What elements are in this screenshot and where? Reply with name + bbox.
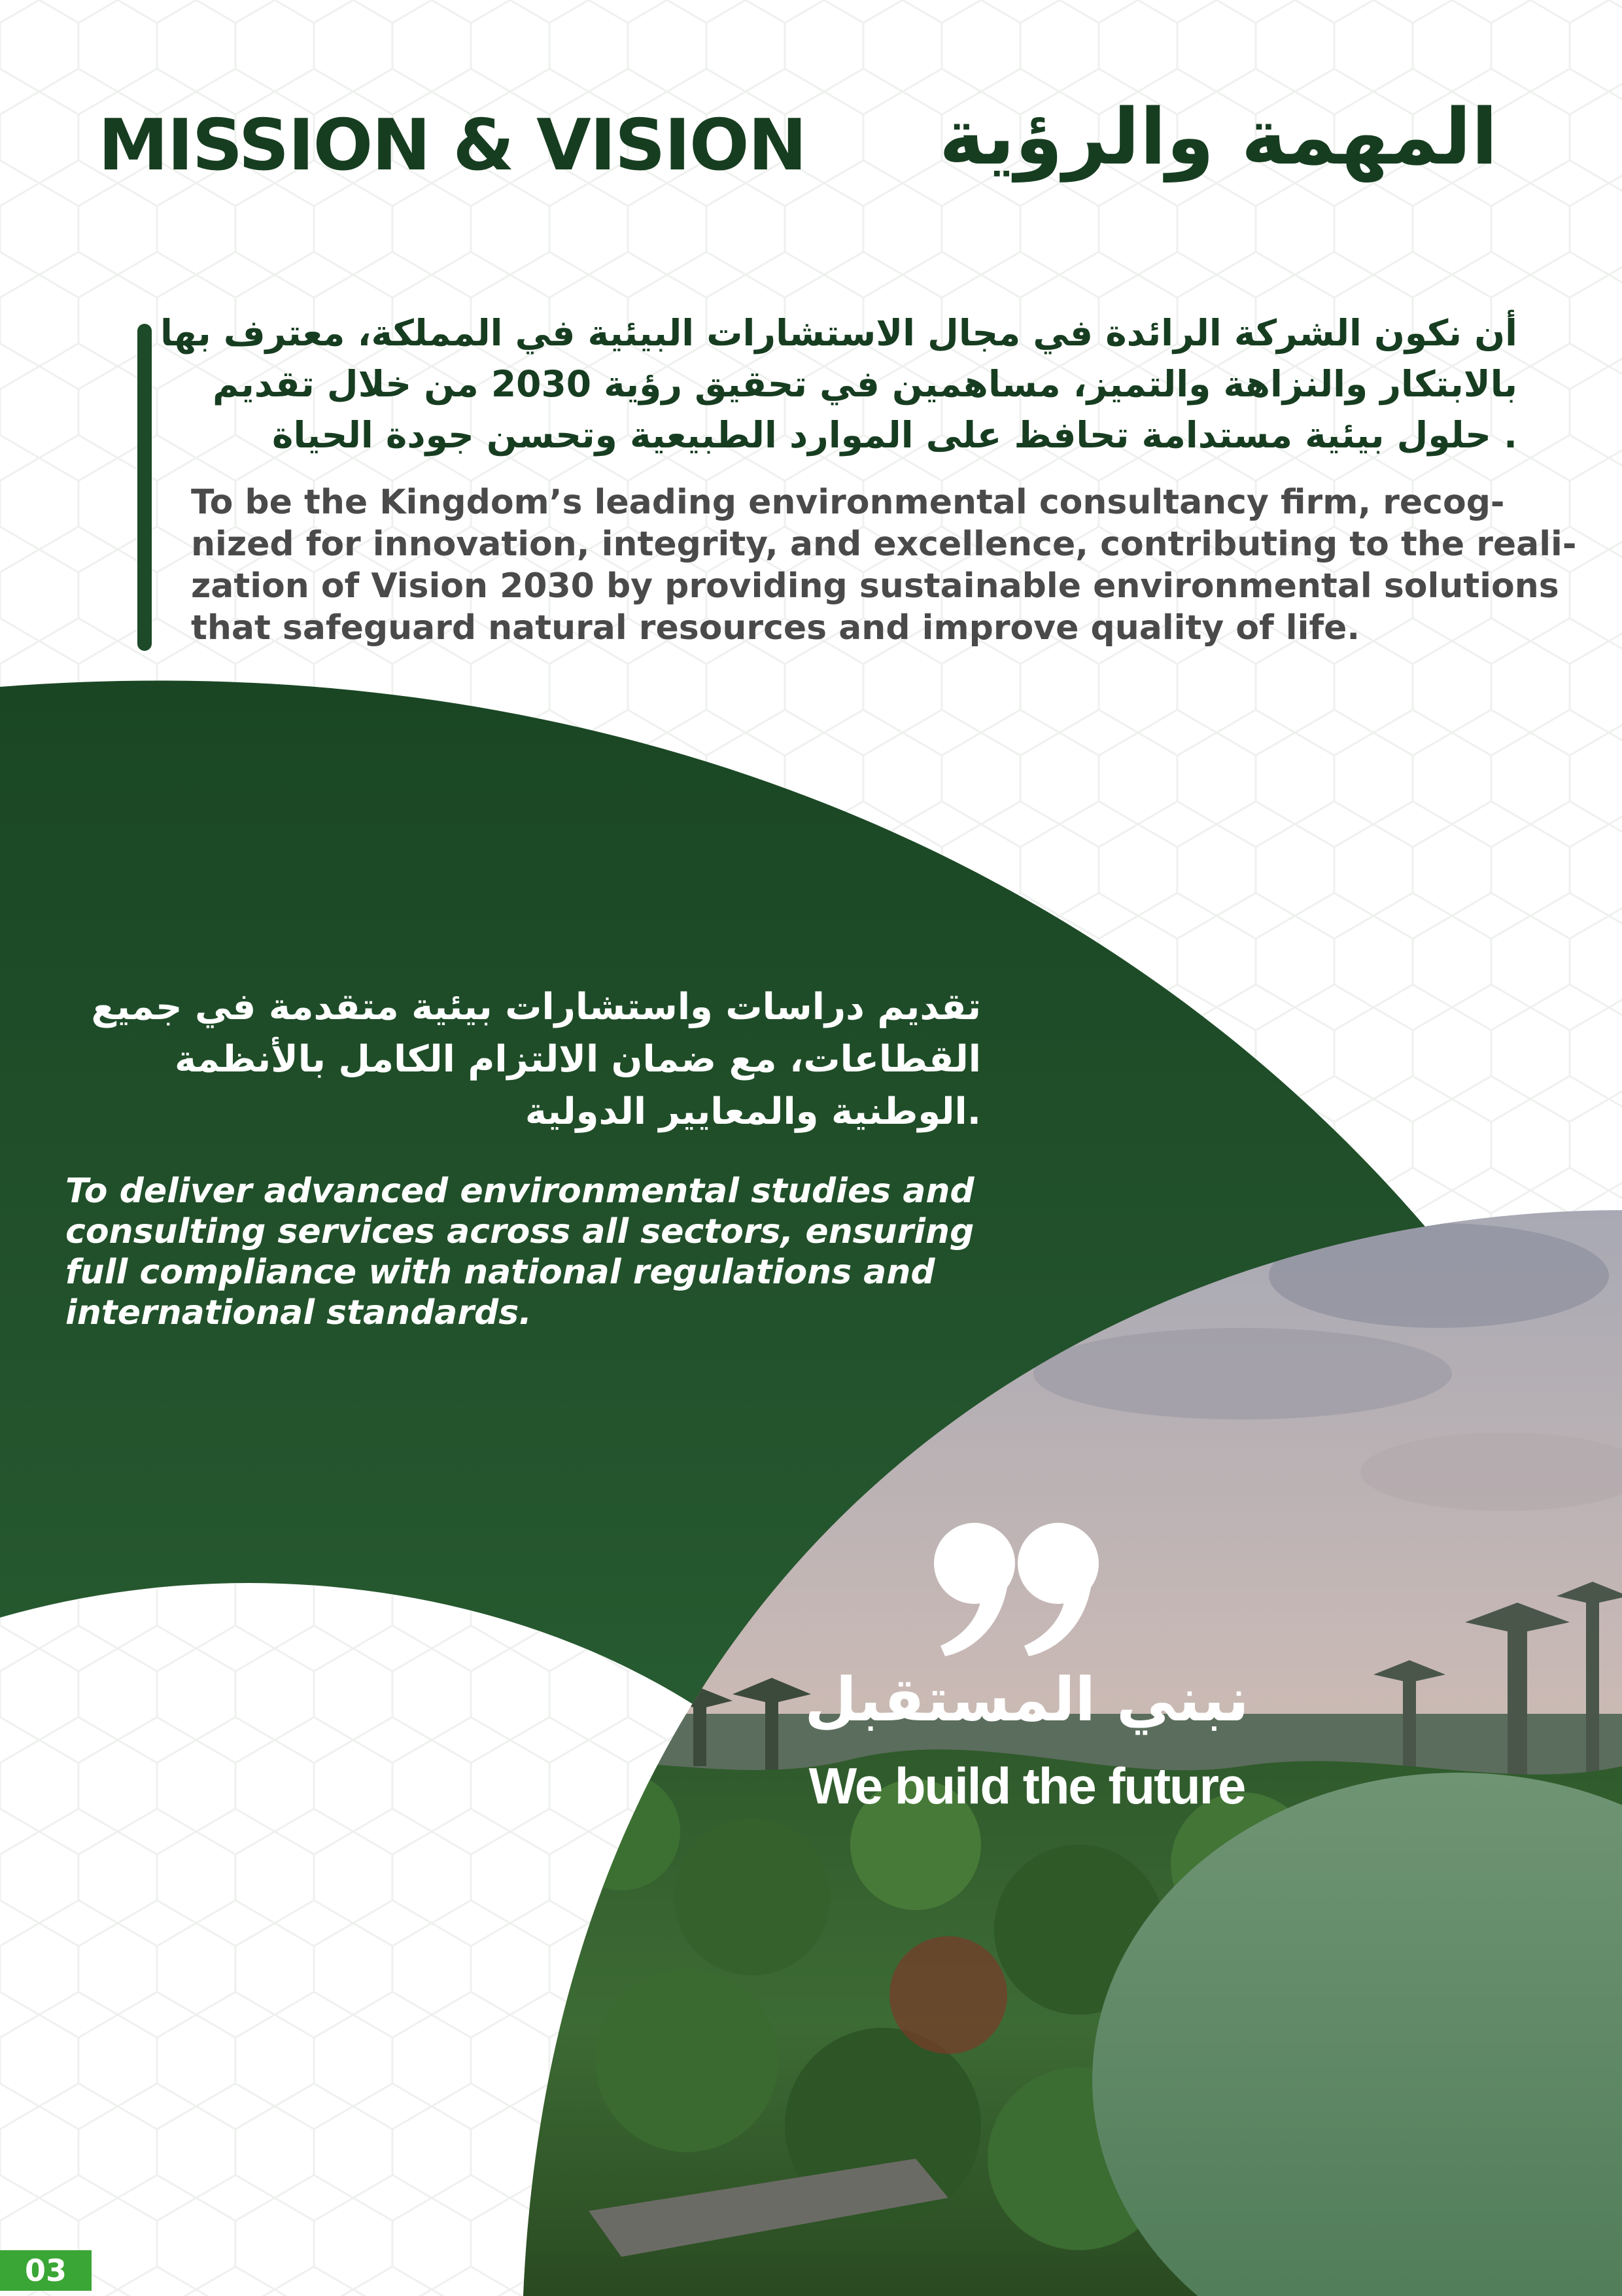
mission-ar-line: القطاعات، مع ضمان الالتزام الكامل بالأنظمة (175, 1038, 981, 1081)
mission-ar-line: تقديم دراسات واستشارات بيئية متقدمة في جميع (91, 986, 981, 1028)
vision-text-english (191, 481, 1577, 649)
quote-mark-icon (929, 1518, 1105, 1661)
vision-ar-line: . حلول بيئية مستدامة تحافظ على الموارد الطبيعية وتحسن جودة الحياة (272, 414, 1517, 456)
mission-en-line: consulting services across all sectors, ensuring (65, 1212, 975, 1251)
mission-ar-line: .الوطنية والمعايير الدولية (525, 1090, 981, 1133)
slogan-english: We build the future (808, 1757, 1245, 1815)
mission-text-arabic (92, 981, 981, 1138)
vision-ar-line: أن نكون الشركة الرائدة في مجال الاستشارات البيئية في المملكة، معترف بها (160, 312, 1517, 354)
page-number-badge: 03 (0, 2250, 92, 2291)
mission-text-english (65, 1171, 1046, 1333)
vision-en-line: nized for innovation, integrity, and excellence, contributing to the reali- (191, 525, 1577, 564)
mission-en-line: international standards. (65, 1293, 532, 1332)
vision-text-arabic (160, 307, 1517, 461)
mission-en-line: full compliance with national regulations and (65, 1253, 935, 1292)
page-title-english: MISSION & VISION (98, 105, 806, 186)
mission-en-line: To deliver advanced environmental studies and (65, 1172, 975, 1211)
vision-ar-line: بالابتكار والنزاهة والتميز، مساهمين في تحقيق رؤية 2030 من خلال تقديم (213, 363, 1517, 405)
vision-en-line: that safeguard natural resources and improve quality of life. (191, 608, 1360, 648)
vision-accent-bar (137, 324, 152, 651)
vision-en-line: zation of Vision 2030 by providing sustainable environmental solutions (191, 566, 1559, 606)
page-title-arabic: المهمة والرؤية (939, 92, 1498, 182)
vision-en-line: To be the Kingdom’s leading environmental consultancy firm, recog- (191, 483, 1505, 522)
slogan-arabic: نبني المستقبل (804, 1665, 1249, 1735)
